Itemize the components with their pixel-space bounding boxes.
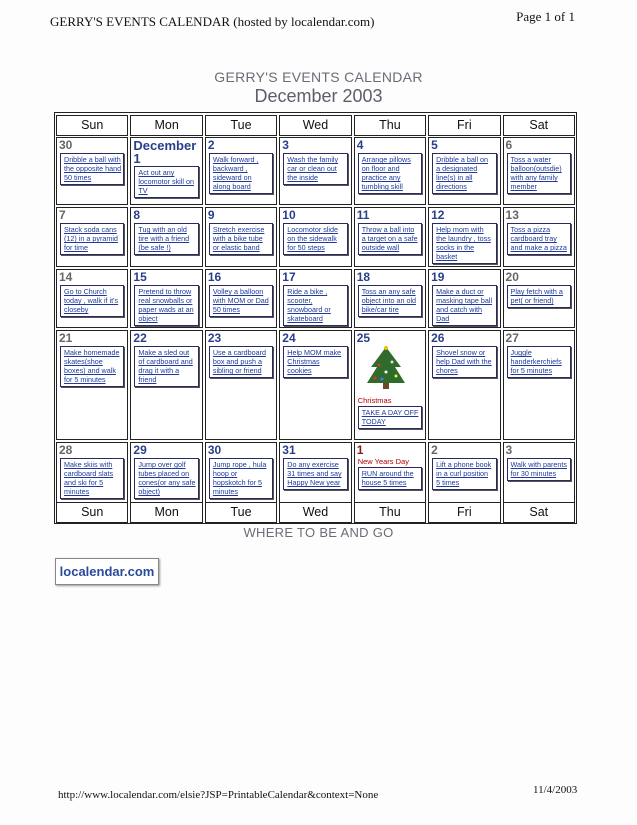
day-name-wed: Wed — [279, 502, 351, 523]
event-link[interactable]: Make homemade skates(shoe boxes) and walk for 5 minutes — [60, 346, 124, 387]
day-name-sun: Sun — [56, 502, 128, 523]
day-number: 27 — [505, 331, 519, 345]
day-cell[interactable] — [205, 137, 277, 205]
day-number: 2 — [207, 138, 215, 152]
calendar-grid — [54, 112, 577, 524]
day-name-tue: Tue — [205, 502, 277, 523]
day-number: 15 — [133, 270, 147, 284]
event-link[interactable]: Throw a ball into a target on a safe outside wall — [358, 223, 422, 255]
event-link[interactable]: Toss a water balloon(outsdie) with any family member — [507, 153, 571, 194]
week-row — [55, 207, 576, 269]
event-link[interactable]: Jump rope , hula hoop or hopskotch for 5 minutes — [209, 458, 273, 499]
day-cell[interactable] — [428, 207, 500, 267]
event-link[interactable]: Walk with parents for 30 minutes — [507, 458, 571, 481]
day-number: 30 — [207, 443, 222, 457]
localendar-badge[interactable] — [55, 558, 159, 585]
day-number: 21 — [59, 331, 73, 345]
calendar-weeks — [55, 137, 576, 508]
day-cell[interactable] — [354, 269, 426, 328]
day-header-row-bottom — [55, 502, 576, 523]
calendar-title: GERRY'S EVENTS CALENDAR — [214, 69, 423, 85]
day-name-mon: Mon — [130, 502, 202, 523]
christmas-tree-icon — [363, 345, 425, 396]
week-row — [55, 137, 576, 207]
day-number: 2 — [431, 443, 438, 457]
day-number: 17 — [282, 270, 296, 284]
day-number: 9 — [207, 208, 215, 222]
day-cell[interactable] — [354, 137, 426, 205]
calendar-month: December 2003 — [254, 86, 383, 106]
event-link[interactable]: Act out any locomotor skill on TV — [134, 166, 198, 198]
day-cell[interactable] — [56, 442, 128, 506]
day-cell[interactable] — [503, 269, 575, 328]
event-link[interactable]: Lift a phone book in a curl position 5 times — [432, 458, 496, 490]
event-link[interactable]: Shovel snow or help Dad with the chores — [432, 346, 496, 378]
day-name-sun: Sun — [56, 115, 128, 136]
day-cell[interactable] — [503, 442, 575, 506]
event-link[interactable]: RUN around the house 5 times — [358, 467, 422, 490]
event-link[interactable]: Pretend to throw real snowballs or paper wads at an object — [134, 285, 198, 326]
day-name-thu: Thu — [354, 115, 426, 136]
day-number: 23 — [207, 331, 222, 345]
day-number: 8 — [133, 208, 141, 222]
day-header-row-top — [55, 115, 576, 136]
event-link[interactable]: Stretch exercise with a bike tube or elastic band — [209, 223, 273, 255]
day-number: 12 — [431, 208, 445, 222]
event-link[interactable]: Go to Church today , walk if it's closeby — [60, 285, 124, 317]
day-cell[interactable] — [428, 442, 500, 506]
week-row — [55, 330, 576, 442]
day-name-tue: Tue — [205, 115, 277, 136]
day-number: 6 — [505, 138, 513, 152]
day-number: 22 — [133, 331, 147, 345]
page-number: Page 1 of 1 — [516, 9, 575, 24]
day-cell[interactable] — [428, 269, 500, 328]
event-link[interactable]: Tug with an old tire with a friend (be safe !) — [134, 223, 198, 255]
day-cell[interactable] — [56, 137, 128, 205]
day-cell[interactable] — [279, 330, 351, 440]
day-number: 31 — [282, 443, 296, 457]
event-link[interactable]: Locomotor slide on the sidewalk for 50 steps — [283, 223, 347, 255]
day-number: 18 — [356, 270, 371, 284]
day-number: December 1 — [133, 138, 197, 166]
week-row — [55, 269, 576, 330]
holiday-label: Christmas — [357, 396, 392, 405]
day-cell[interactable] — [205, 330, 277, 440]
day-cell[interactable] — [205, 269, 277, 328]
event-link[interactable]: Make skiis with cardboard slats and ski for 5 minutes — [60, 458, 124, 499]
day-cell[interactable] — [130, 330, 202, 440]
event-link[interactable]: Juggle handerkerchiefs for 5 minutes — [507, 346, 571, 378]
day-cell[interactable] — [130, 207, 202, 267]
event-link[interactable]: Make a duct or masking tape ball and catch with Dad — [432, 285, 496, 326]
day-cell[interactable] — [354, 442, 426, 506]
day-cell[interactable] — [279, 269, 351, 328]
day-cell[interactable] — [428, 137, 500, 205]
day-cell[interactable] — [503, 330, 575, 440]
day-number: 14 — [59, 270, 73, 284]
day-cell[interactable] — [503, 207, 575, 267]
day-cell[interactable] — [279, 442, 351, 506]
day-number: 7 — [59, 208, 66, 222]
event-link[interactable]: Help mom with the laundry , toss socks in the basket — [432, 223, 496, 264]
day-cell[interactable] — [354, 330, 426, 440]
day-number: 20 — [505, 270, 519, 284]
event-link[interactable]: Do any exercise 31 times and say Happy New year — [283, 458, 347, 490]
day-cell[interactable] — [56, 207, 128, 267]
day-number: 24 — [282, 331, 296, 345]
day-number: 30 — [59, 138, 73, 152]
week-row — [55, 442, 576, 508]
day-number: 1 — [356, 443, 364, 457]
day-name-fri: Fri — [428, 502, 500, 523]
event-link[interactable]: Dribble a ball on a designated line(s) in all directions — [432, 153, 496, 194]
day-number: 26 — [431, 331, 445, 345]
event-link[interactable]: Stack soda cans (12) in a pyramid for time — [60, 223, 124, 255]
localendar-badge-label: localendar.com — [59, 564, 155, 579]
day-name-sat: Sat — [503, 115, 575, 136]
day-name-wed: Wed — [279, 115, 351, 136]
event-link[interactable]: Help MOM make Christmas cookies — [283, 346, 347, 378]
day-number: 28 — [59, 443, 73, 457]
day-cell[interactable] — [205, 442, 277, 506]
event-link[interactable]: Dribble a ball with the opposite hand 50 times — [60, 153, 124, 185]
day-cell[interactable] — [130, 442, 202, 506]
event-link[interactable]: Wash the family car or clean out the inside — [283, 153, 347, 185]
day-cell[interactable] — [56, 330, 128, 440]
day-cell[interactable] — [428, 330, 500, 440]
day-cell[interactable] — [503, 137, 575, 205]
day-number: 3 — [505, 443, 513, 457]
day-cell[interactable] — [130, 137, 202, 205]
day-cell[interactable] — [130, 269, 202, 328]
footer-date: 11/4/2003 — [533, 784, 578, 796]
day-number: 19 — [431, 270, 445, 284]
event-link[interactable]: Toss a pizza cardboard tray and make a pizza — [507, 223, 571, 255]
where-to-be-heading: WHERE TO BE AND GO — [243, 525, 394, 540]
event-link[interactable]: Toss an any safe object into an old bike/car tire — [358, 285, 422, 317]
day-number: 3 — [282, 138, 289, 152]
event-link[interactable]: Ride a bike , scooter, snowboard or skateboard — [283, 285, 347, 326]
event-link[interactable]: Arrange pillows on floor and practice any tumbling skill — [358, 153, 422, 194]
day-number: 11 — [356, 208, 370, 222]
holiday-label: New Years Day — [357, 457, 409, 466]
day-number: 10 — [282, 208, 296, 222]
day-name-sat: Sat — [503, 502, 575, 523]
day-name-fri: Fri — [428, 115, 500, 136]
event-link[interactable]: Volley a balloon with MOM or Dad 50 times — [209, 285, 273, 317]
day-cell[interactable] — [354, 207, 426, 267]
day-cell[interactable] — [56, 269, 128, 328]
event-link[interactable]: Walk forward , backward , sideward on along board — [209, 153, 273, 194]
print-header-title: GERRY'S EVENTS CALENDAR (hosted by localendar.com) — [50, 14, 375, 29]
footer-url: http://www.localendar.com/elsie?JSP=PrintableCalendar&context=None — [58, 789, 379, 801]
event-link[interactable]: Play fetch with a pet( or friend) — [507, 285, 571, 308]
day-number: 16 — [207, 270, 222, 284]
day-name-thu: Thu — [354, 502, 426, 523]
day-number: 29 — [133, 443, 147, 457]
day-cell[interactable] — [279, 207, 351, 267]
event-link[interactable]: TAKE A DAY OFF TODAY — [358, 406, 422, 429]
day-number: 25 — [356, 331, 371, 345]
day-number: 4 — [356, 138, 364, 152]
event-link[interactable]: Jump over golf tubes placed on cones(or any safe object) — [134, 458, 198, 499]
day-number: 13 — [505, 208, 519, 222]
day-cell[interactable] — [279, 137, 351, 205]
day-name-mon: Mon — [130, 115, 202, 136]
event-link[interactable]: Use a cardboard box and push a sibling or friend — [209, 346, 273, 378]
day-cell[interactable] — [205, 207, 277, 267]
day-number: 5 — [431, 138, 438, 152]
event-link[interactable]: Make a sled out of cardboard and drag it with a friend — [134, 346, 198, 387]
